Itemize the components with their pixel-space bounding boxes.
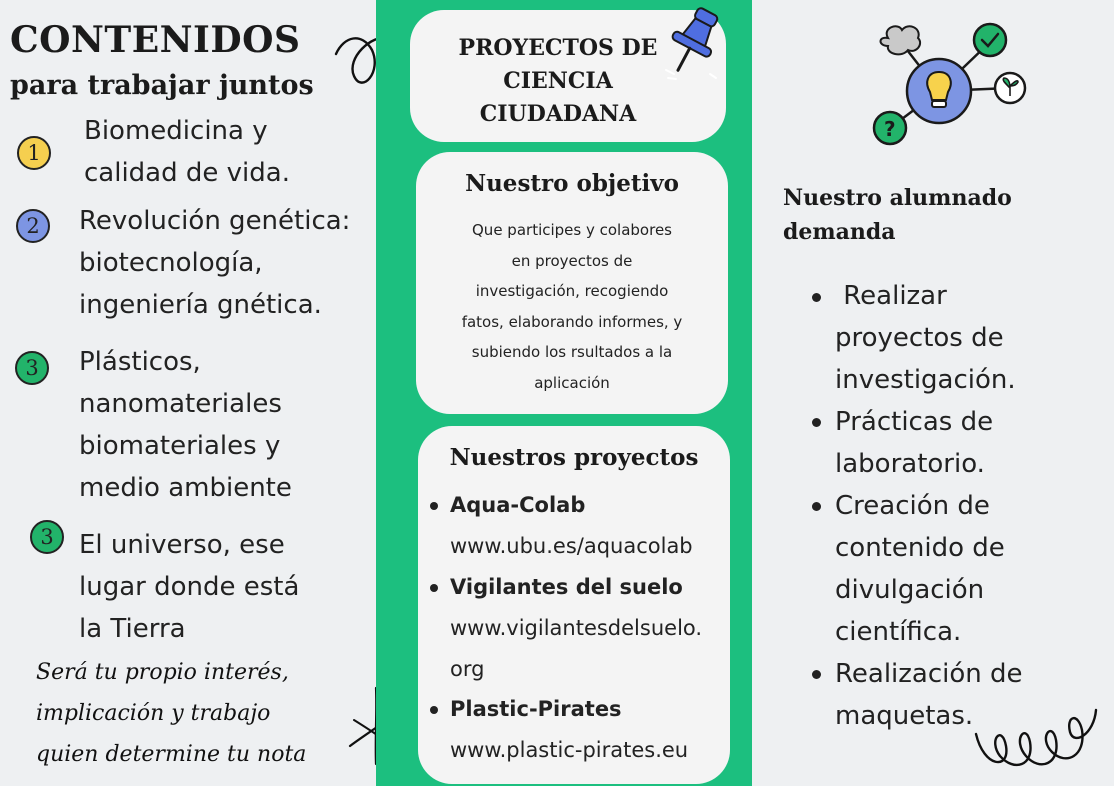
project-url[interactable]: www.ubu.es/aquacolab — [450, 534, 693, 558]
projects-heading: Nuestros proyectos — [449, 444, 699, 471]
demand-item-4-line: maquetas. — [835, 701, 974, 731]
topic-2-badge: 2 — [16, 209, 50, 243]
spiral-doodle-icon — [970, 690, 1102, 776]
contents-title: CONTENIDOS — [10, 19, 301, 61]
pushpin-icon — [660, 2, 726, 84]
demand-item-4-line: Realización de — [835, 659, 1023, 689]
demand-item-1-line: Realizar — [835, 281, 947, 311]
project-plastic-pirates — [450, 689, 688, 771]
demand-item-3-line: científica. — [835, 617, 962, 647]
projects-card — [418, 426, 730, 784]
demand-bullet — [812, 418, 821, 427]
objective-heading: Nuestro objetivo — [465, 170, 679, 197]
demand-item-1-line: proyectos de — [835, 323, 1004, 353]
svg-text:?: ? — [884, 117, 896, 141]
project-bullet — [430, 706, 438, 714]
project-name: Aqua-Colab — [450, 493, 586, 517]
demand-item-3-line: Creación de — [835, 491, 990, 521]
objective-body: Que participes y colabores en proyectos de investigación, recogiendo fatos, elaborando informes, y subiendo los rsultados a la aplicación — [461, 221, 683, 392]
project-name: Plastic-Pirates — [450, 697, 622, 721]
topic-4-text: El universo, ese lugar donde está la Tierra — [79, 530, 300, 644]
demand-item-3-line: divulgación — [835, 575, 985, 605]
demand-bullet — [812, 670, 821, 679]
projects-title: PROYECTOS DE CIENCIA CIUDADANA — [458, 35, 658, 127]
project-vigilantes-del-suelo — [450, 567, 702, 690]
project-bullet — [430, 584, 438, 592]
demand-title: Nuestro alumnado demanda — [783, 185, 1012, 245]
contents-subtitle: para trabajar juntos — [10, 70, 314, 101]
demand-item-2-line: laboratorio. — [835, 449, 985, 479]
topic-3-text: Plásticos, nanomateriales biomateriales y medio ambiente — [79, 347, 292, 503]
project-name: Vigilantes del suelo — [450, 575, 683, 599]
demand-bullet — [812, 502, 821, 511]
project-bullet — [430, 502, 438, 510]
topic-2-text: Revolución genética: biotecnología, ingeniería gnética. — [79, 206, 351, 320]
grading-note: Será tu propio interés, implicación y trabajo quien determine tu nota — [36, 660, 307, 767]
demand-item-3-line: contenido de — [835, 533, 1005, 563]
topic-4-badge: 3 — [30, 520, 64, 554]
topic-1-badge: 1 — [17, 136, 51, 170]
project-aqua-colab — [450, 485, 693, 567]
lightbulb-network-icon — [864, 16, 1034, 156]
demand-item-2-line: Prácticas de — [835, 407, 994, 437]
objective-card — [416, 152, 728, 414]
project-url[interactable]: www.plastic-pirates.eu — [450, 738, 689, 762]
project-url-continued[interactable]: org — [450, 657, 485, 681]
project-url[interactable]: www.vigilantesdelsuelo. — [450, 616, 703, 640]
topic-3-badge: 3 — [15, 351, 49, 385]
demand-bullet — [812, 293, 821, 302]
topic-1-text: Biomedicina y calidad de vida. — [84, 116, 290, 188]
demand-item-1-line: investigación. — [835, 365, 1016, 395]
